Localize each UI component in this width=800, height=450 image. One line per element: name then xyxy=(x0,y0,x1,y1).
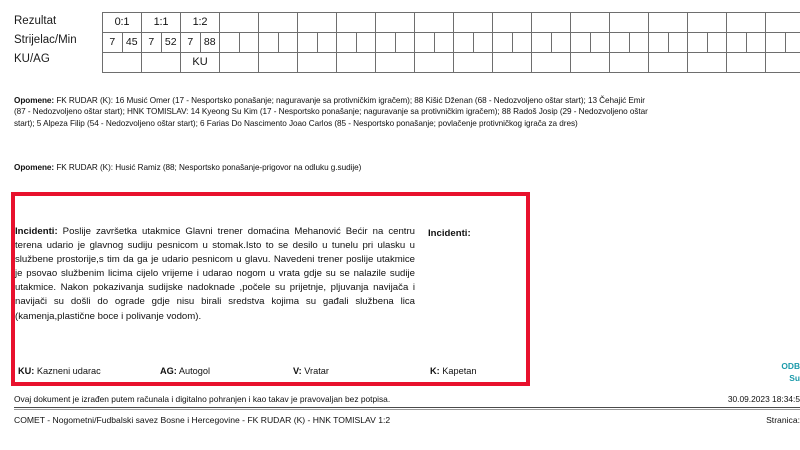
footer-disclaimer: Ovaj dokument je izrađen putem računala i digitalno pohranjen i kao takav je pravovaljan bez potpisa. xyxy=(14,394,391,404)
table-row-scorer xyxy=(103,33,800,53)
cell-kuag-empty xyxy=(649,53,688,73)
cell-scorer-minute-empty xyxy=(629,33,649,53)
legend-item-ku xyxy=(18,366,101,376)
cell-scorer-player: 7 xyxy=(142,33,162,53)
cell-scorer-minute: 88 xyxy=(200,33,220,53)
table-row-kuag xyxy=(103,53,800,73)
opomene-1-line-2: (87 - Nedozvoljeno oštar start); HNK TOMISLAV: 14 Kyeong Su Kim (17 - Nesportsko ponašanje; naguravanje sa protivničkim igračem); 88 Radoš Josip (29 - Nedozvoljeno oštar xyxy=(14,107,648,117)
cell-score-empty xyxy=(415,13,454,33)
cell-scorer-player-empty xyxy=(532,33,552,53)
row-label-strijelac-min: Strijelac/Min xyxy=(14,34,77,46)
cell-scorer-minute-empty xyxy=(317,33,337,53)
opomene-block-2 xyxy=(14,162,361,173)
cell-kuag-empty xyxy=(337,53,376,73)
right-edge-meta xyxy=(740,360,800,385)
opomene-2-label: Opomene: xyxy=(14,163,55,172)
cell-kuag xyxy=(142,53,181,73)
footer-source: COMET - Nogometni/Fudbalski savez Bosne i Hercegovine - FK RUDAR (K) - HNK TOMISLAV 1:2 xyxy=(14,415,391,425)
cell-scorer-minute-empty xyxy=(746,33,766,53)
cell-kuag-empty xyxy=(376,53,415,73)
cell-kuag-empty xyxy=(571,53,610,73)
cell-kuag-empty xyxy=(688,53,727,73)
cell-score-empty xyxy=(571,13,610,33)
cell-scorer-minute-empty xyxy=(239,33,259,53)
footer-page-label: Stranica: xyxy=(766,415,800,425)
cell-scorer-minute-empty xyxy=(668,33,688,53)
cell-kuag-empty xyxy=(415,53,454,73)
cell-scorer-minute-empty xyxy=(278,33,298,53)
incidenti-label-right: Incidenti: xyxy=(428,228,471,239)
cell-kuag-empty xyxy=(610,53,649,73)
opomene-1-text-1: FK RUDAR (K): 16 Musić Omer (17 - Nesportsko ponašanje; naguravanje sa protivničkim igračem); 88 Kišić Dženan (68 - Nedozvoljeno oštar start); 13 Čehajić Emir xyxy=(56,96,645,105)
cell-score-empty xyxy=(649,13,688,33)
cell-scorer-player: 7 xyxy=(103,33,123,53)
cell-kuag-empty xyxy=(220,53,259,73)
incidenti-text: Poslije završetka utakmice Glavni trener domaćina Mehanović Bećir na centru terena udario je glavnog sudiju pesnicom u stomak.Isto to se desilo u tunelu pri ulasku u službene prostorije,s tim da ga je udario pesnicom u glavu. Navedeni trener poslije utakmice je psovao službenim licima cijelo vrijeme i udarao nogom u vrata gdje su se nalazile sudije utakmice. Nakon pokazivanja sudijske nadoknade ,počele su prijetnje, pljuvanja navijača i navijači su došli do ograde gdje nisu birali sredstva kojima su gađali službena lica (kamenja,plastične boce i polivanje vodom). xyxy=(15,226,415,322)
incidenti-label: Incidenti: xyxy=(15,226,58,237)
cell-kuag-empty xyxy=(454,53,493,73)
cell-score-empty xyxy=(259,13,298,33)
cell-kuag-empty xyxy=(493,53,532,73)
legend-meaning-ku: Kazneni udarac xyxy=(36,366,101,376)
cell-scorer-minute-empty xyxy=(785,33,800,53)
cell-kuag-empty xyxy=(727,53,766,73)
legend-abbr-k: K: xyxy=(430,366,440,376)
cell-score: 0:1 xyxy=(103,13,142,33)
cell-scorer-player-empty xyxy=(415,33,435,53)
cell-score-empty xyxy=(766,13,800,33)
cell-scorer-minute-empty xyxy=(551,33,571,53)
result-table-row-labels xyxy=(14,12,100,69)
cell-score-empty xyxy=(610,13,649,33)
result-grid xyxy=(102,12,800,73)
legend-meaning-ag: Autogol xyxy=(178,366,211,376)
opomene-1-line-1 xyxy=(14,95,800,106)
cell-score: 1:1 xyxy=(142,13,181,33)
cell-kuag-empty xyxy=(259,53,298,73)
legend-item-k xyxy=(430,366,477,376)
cell-scorer-minute-empty xyxy=(473,33,493,53)
legend-item-v xyxy=(293,366,329,376)
cell-score-empty xyxy=(454,13,493,33)
cell-scorer-player-empty xyxy=(649,33,669,53)
opomene-2-text: FK RUDAR (K): Husić Ramiz (88; Nesportsko ponašanje-prigovor na odluku g.sudije) xyxy=(56,163,362,172)
cell-score: 1:2 xyxy=(181,13,220,33)
cell-scorer-player-empty xyxy=(688,33,708,53)
cell-kuag-empty xyxy=(766,53,800,73)
cell-score-empty xyxy=(727,13,766,33)
cell-scorer-player-empty xyxy=(220,33,240,53)
cell-scorer-player-empty xyxy=(610,33,630,53)
cell-scorer-minute-empty xyxy=(395,33,415,53)
cell-score-empty xyxy=(688,13,727,33)
cell-scorer-player: 7 xyxy=(181,33,201,53)
legend-abbr-ku: KU: xyxy=(18,366,35,376)
cell-scorer-minute-empty xyxy=(707,33,727,53)
cell-scorer-minute-empty xyxy=(356,33,376,53)
cell-scorer-player-empty xyxy=(376,33,396,53)
cell-scorer-minute: 52 xyxy=(161,33,181,53)
row-label-rezultat: Rezultat xyxy=(14,15,57,27)
row-label-ku-ag: KU/AG xyxy=(14,53,50,65)
cell-kuag-empty xyxy=(298,53,337,73)
cell-score-empty xyxy=(298,13,337,33)
cell-kuag xyxy=(103,53,142,73)
result-table xyxy=(14,12,800,70)
footer-divider-bottom xyxy=(14,409,800,410)
cell-scorer-minute-empty xyxy=(434,33,454,53)
cell-scorer-minute: 45 xyxy=(122,33,142,53)
cell-score-empty xyxy=(532,13,571,33)
cell-kuag: KU xyxy=(181,53,220,73)
cell-scorer-player-empty xyxy=(298,33,318,53)
right-meta-line-2: Su xyxy=(789,373,800,384)
opomene-1-line-3: start); 5 Alpeza Filip (54 - Nedozvoljeno oštar start); 6 Farias Do Nascimento Joao Carlos (85 - Nesportsko ponašanje; povlačenje protivničkog igrača za dres) xyxy=(14,118,578,128)
cell-score-empty xyxy=(337,13,376,33)
cell-score-empty xyxy=(220,13,259,33)
right-meta-line-1: ODB xyxy=(781,361,800,371)
opomene-block-1 xyxy=(14,95,800,129)
opomene-1-label: Opomene: xyxy=(14,96,55,105)
incidenti-block xyxy=(15,225,415,324)
legend-meaning-k: Kapetan xyxy=(442,366,477,376)
cell-score-empty xyxy=(493,13,532,33)
cell-scorer-player-empty xyxy=(571,33,591,53)
table-row-score xyxy=(103,13,800,33)
cell-score-empty xyxy=(376,13,415,33)
cell-scorer-player-empty xyxy=(493,33,513,53)
footer-datetime: 30.09.2023 18:34:5 xyxy=(727,394,800,404)
cell-scorer-player-empty xyxy=(766,33,786,53)
cell-scorer-minute-empty xyxy=(590,33,610,53)
cell-scorer-player-empty xyxy=(727,33,747,53)
cell-scorer-player-empty xyxy=(259,33,279,53)
cell-scorer-minute-empty xyxy=(512,33,532,53)
legend-meaning-v: Vratar xyxy=(304,366,329,376)
cell-kuag-empty xyxy=(532,53,571,73)
legend-item-ag xyxy=(160,366,210,376)
legend-abbr-v: V: xyxy=(293,366,302,376)
cell-scorer-player-empty xyxy=(454,33,474,53)
result-table-grid-wrapper xyxy=(102,12,800,69)
legend-abbr-ag: AG: xyxy=(160,366,177,376)
cell-scorer-player-empty xyxy=(337,33,357,53)
